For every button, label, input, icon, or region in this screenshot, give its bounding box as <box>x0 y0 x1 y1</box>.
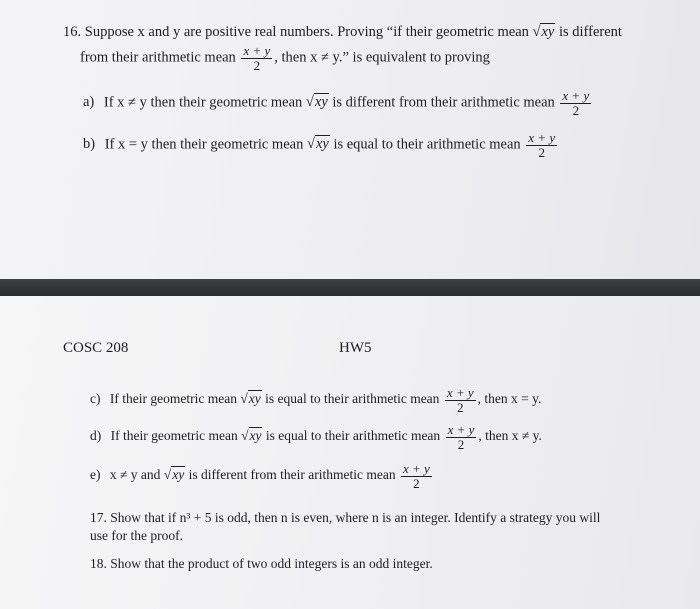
option-e[interactable]: e) x ≠ y and √xy is different from their arithmetic mean $\frac{x + y}{2}$ <box>90 461 430 491</box>
sqrt-xy: √xy <box>305 94 328 111</box>
option-c[interactable]: c) If their geometric mean √xy is equal to their arithmetic mean $\frac{x + y}{2}$ , then x = y. <box>90 385 542 415</box>
course-code: COSC 208 <box>63 340 129 356</box>
arithmetic-mean-fraction: $\frac{x + y}{2}$ <box>446 385 474 415</box>
question-16-line-2: from their arithmetic mean $\frac{x + y}{2}$ , then x ≠ y.” is equivalent to proving <box>80 43 490 73</box>
question-16-line-1: 16. Suppose x and y are positive real numbers. Proving “if their geometric mean √xy is different <box>63 24 622 40</box>
arithmetic-mean-fraction: $\frac{x + y}{2}$ <box>243 43 271 73</box>
sqrt-xy: √xy <box>163 467 185 483</box>
arithmetic-mean-fraction: $\frac{x + y}{2}$ <box>562 88 590 118</box>
option-b[interactable]: b) If x = y then their geometric mean √xy is equal to their arithmetic mean $\frac{x + y}{2}$ <box>83 130 556 160</box>
question-17-line-2: use for the proof. <box>90 528 183 543</box>
sqrt-xy: √xy <box>241 428 262 444</box>
worksheet-page-bottom <box>0 296 700 609</box>
sqrt-xy: √xy <box>240 391 261 407</box>
arithmetic-mean-fraction: $\frac{x + y}{2}$ <box>528 130 556 160</box>
worksheet-page-top <box>0 0 700 279</box>
arithmetic-mean-fraction: $\frac{x + y}{2}$ <box>447 422 475 452</box>
option-d[interactable]: d) If their geometric mean √xy is equal to their arithmetic mean $\frac{x + y}{2}$ , then x ≠ y. <box>90 422 542 452</box>
sqrt-xy: √xy <box>306 136 329 153</box>
sqrt-xy: √xy <box>532 24 555 40</box>
option-a[interactable]: a) If x ≠ y then their geometric mean √xy is different from their arithmetic mean $\frac{x + y}{2}$ <box>83 88 590 118</box>
question-18: 18. Show that the product of two odd integers is an odd integer. <box>90 556 433 571</box>
page-gap-shadow <box>0 279 700 296</box>
arithmetic-mean-fraction: $\frac{x + y}{2}$ <box>403 461 430 491</box>
homework-title: HW5 <box>339 340 372 356</box>
question-17-line-1: 17. Show that if n³ + 5 is odd, then n is even, where n is an integer. Identify a strategy you will <box>90 510 601 525</box>
